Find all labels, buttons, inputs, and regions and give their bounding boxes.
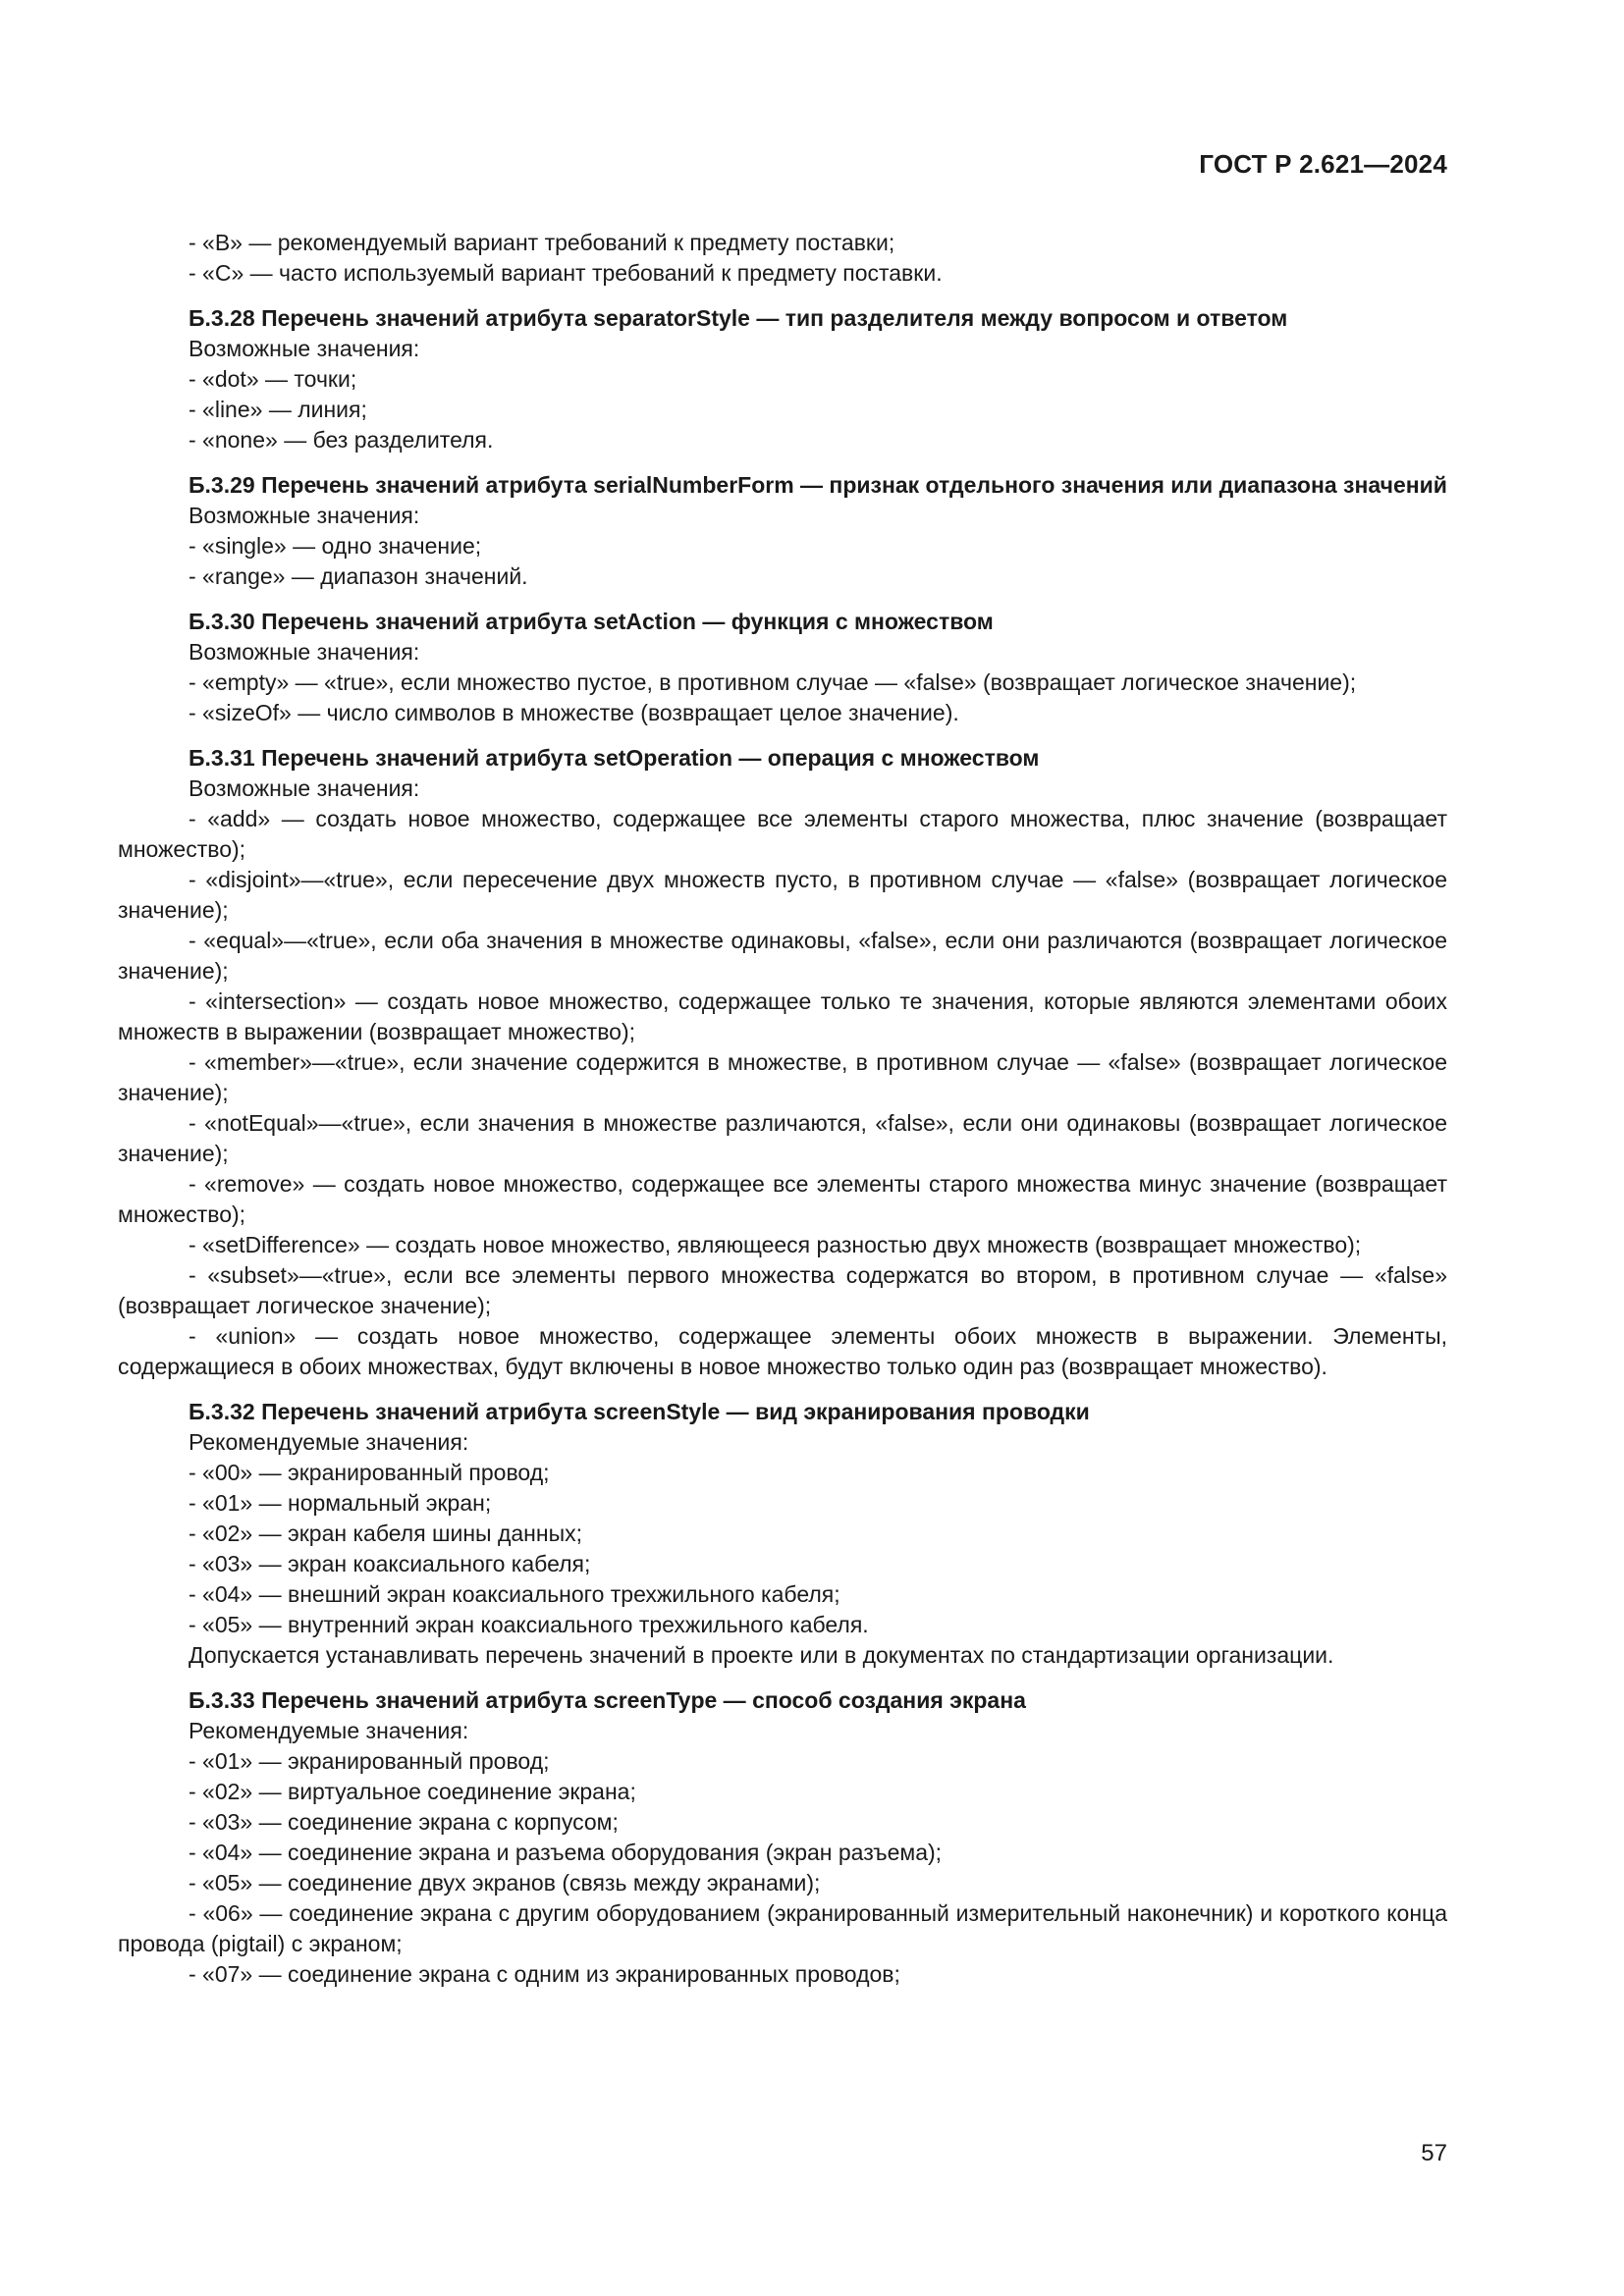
list-item: - «line» — линия; — [189, 397, 367, 422]
list-item: - «subset»—«true», если все элементы первого множества содержатся во втором, в противном случае — «false» (возвращает логическое значение); — [118, 1262, 1447, 1318]
section-b-3-30 — [118, 607, 1447, 728]
list-item: - «disjoint»—«true», если пересечение двух множеств пусто, в противном случае — «false» (возвращает логическое значение); — [118, 867, 1447, 923]
list-item: - «05» — соединение двух экранов (связь между экранами); — [189, 1870, 821, 1896]
list-item: - «union» — создать новое множество, содержащее элементы обоих множеств в выражении. Элементы, содержащиеся в обоих множествах, будут включены в новое множество только один раз (возвращает множество). — [118, 1323, 1447, 1379]
list-item: - «member»—«true», если значение содержится в множестве, в противном случае — «false» (возвращает логическое значение); — [118, 1049, 1447, 1105]
list-item: - «04» — внешний экран коаксиального трехжильного кабеля; — [189, 1581, 840, 1607]
list-item: - «range» — диапазон значений. — [189, 563, 528, 589]
section-subheading: Рекомендуемые значения: — [189, 1429, 469, 1455]
list-item: - «05» — внутренний экран коаксиального трехжильного кабеля. — [189, 1612, 869, 1637]
list-item: - «02» — виртуальное соединение экрана; — [189, 1779, 636, 1804]
page-content — [118, 228, 1447, 2004]
list-item: - «02» — экран кабеля шины данных; — [189, 1521, 582, 1546]
list-item: - «empty» — «true», если множество пустое, в противном случае — «false» (возвращает логическое значение); — [189, 669, 1357, 695]
list-item: - «03» — экран коаксиального кабеля; — [189, 1551, 591, 1576]
list-item: - «single» — одно значение; — [189, 533, 482, 559]
list-item: - «intersection» — создать новое множество, содержащее только те значения, которые являются элементами обоих множеств в выражении (возвращает множество); — [118, 988, 1447, 1044]
intro-list — [118, 228, 1447, 289]
list-item: - «sizeOf» — число символов в множестве (возвращает целое значение). — [189, 700, 959, 725]
section-note: Допускается устанавливать перечень значений в проекте или в документах по стандартизации организации. — [189, 1642, 1334, 1668]
section-b-3-29 — [118, 470, 1447, 592]
list-item: - «notEqual»—«true», если значения в множестве различаются, «false», если они одинаковы (возвращает логическое значение); — [118, 1110, 1447, 1166]
section-subheading: Возможные значения: — [189, 336, 420, 361]
list-item: - «add» — создать новое множество, содержащее все элементы старого множества, плюс значение (возвращает множество); — [118, 806, 1447, 862]
section-subheading: Возможные значения: — [189, 503, 420, 528]
section-subheading: Возможные значения: — [189, 639, 420, 665]
section-heading: Б.3.28 Перечень значений атрибута separatorStyle — тип разделителя между вопросом и ответом — [189, 305, 1288, 331]
section-heading: Б.3.29 Перечень значений атрибута serialNumberForm — признак отдельного значения или диапазона значений — [189, 472, 1447, 498]
list-item: - «00» — экранированный провод; — [189, 1460, 550, 1485]
list-item: - «dot» — точки; — [189, 366, 357, 392]
section-subheading: Возможные значения: — [189, 775, 420, 801]
document-number: ГОСТ Р 2.621—2024 — [1199, 149, 1447, 179]
list-item: - «В» — рекомендуемый вариант требований к предмету поставки; — [189, 230, 895, 255]
page-number: 57 — [1421, 2140, 1447, 2166]
list-item: - «none» — без разделителя. — [189, 427, 494, 453]
section-b-3-31 — [118, 743, 1447, 1382]
section-heading: Б.3.33 Перечень значений атрибута screenType — способ создания экрана — [189, 1687, 1026, 1713]
section-b-3-32 — [118, 1397, 1447, 1671]
list-item: - «equal»—«true», если оба значения в множестве одинаковы, «false», если они различаются (возвращает логическое значение); — [118, 928, 1447, 984]
section-heading: Б.3.30 Перечень значений атрибута setAction — функция с множеством — [189, 609, 994, 634]
list-item: - «03» — соединение экрана с корпусом; — [189, 1809, 619, 1835]
list-item: - «setDifference» — создать новое множество, являющееся разностью двух множеств (возвращает множество); — [189, 1232, 1362, 1257]
list-item: - «remove» — создать новое множество, содержащее все элементы старого множества минус значение (возвращает множество); — [118, 1171, 1447, 1227]
list-item: - «04» — соединение экрана и разъема оборудования (экран разъема); — [189, 1840, 943, 1865]
list-item: - «06» — соединение экрана с другим оборудованием (экранированный измерительный наконечник) и короткого конца провода (pigtail) с экраном; — [118, 1900, 1447, 1956]
list-item: - «01» — нормальный экран; — [189, 1490, 492, 1516]
section-heading: Б.3.31 Перечень значений атрибута setOperation — операция с множеством — [189, 745, 1040, 771]
section-b-3-28 — [118, 303, 1447, 455]
list-item: - «01» — экранированный провод; — [189, 1748, 550, 1774]
list-item: - «С» — часто используемый вариант требований к предмету поставки. — [189, 260, 943, 286]
list-item: - «07» — соединение экрана с одним из экранированных проводов; — [189, 1961, 900, 1987]
section-b-3-33 — [118, 1685, 1447, 1990]
section-heading: Б.3.32 Перечень значений атрибута screenStyle — вид экранирования проводки — [189, 1399, 1090, 1424]
section-subheading: Рекомендуемые значения: — [189, 1718, 469, 1743]
